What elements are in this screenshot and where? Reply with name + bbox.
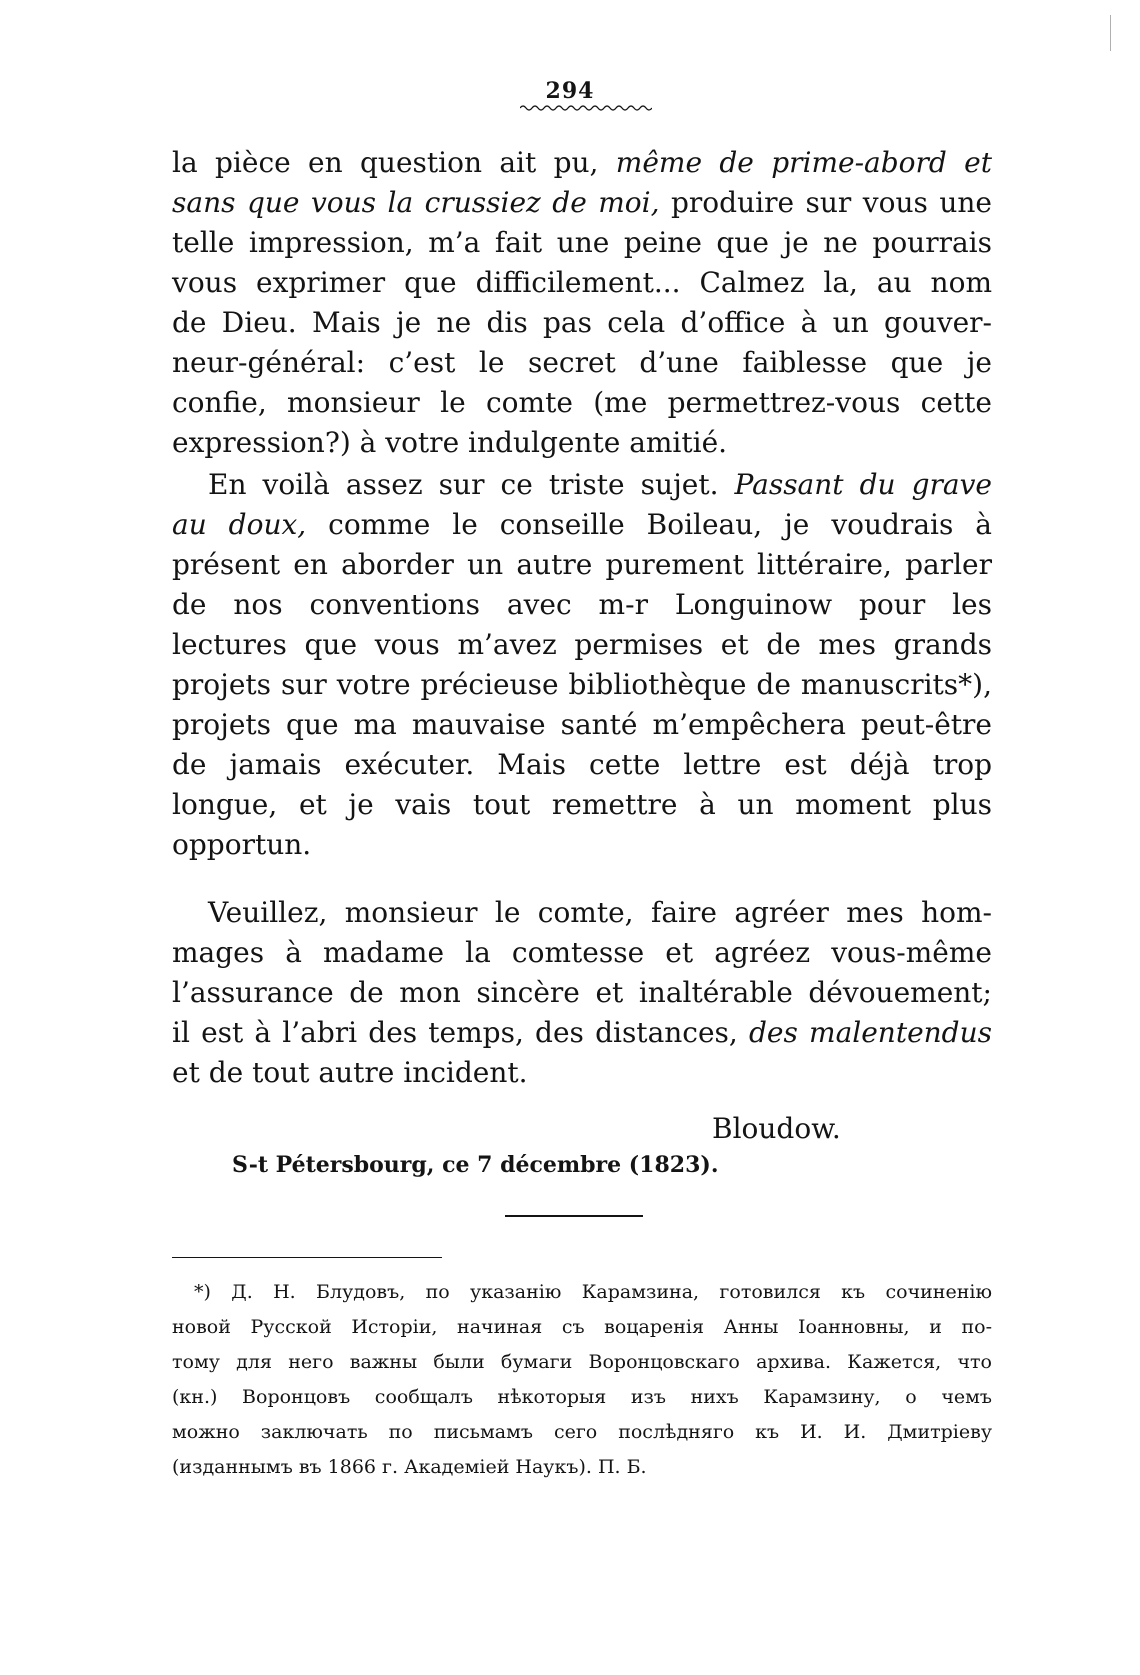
italic-phrase: sans que vous la crussiez de moi, xyxy=(172,186,660,219)
signature: Bloudow. xyxy=(712,1112,841,1145)
paragraph-2 xyxy=(172,465,992,865)
text-line: telle impression, m’a fait une peine que je ne pourrais xyxy=(172,226,992,259)
text-line: projets sur votre précieuse bibliothèque de manuscrits*), xyxy=(172,668,992,701)
page-edge-mark xyxy=(1110,15,1111,51)
footnote xyxy=(172,1275,992,1485)
italic-phrase: Passant du grave xyxy=(734,468,993,501)
footnote-line: тому для него важны были бумаги Воронцовскаго архива. Кажется, что xyxy=(172,1351,992,1373)
italic-phrase: même de prime-abord et xyxy=(615,146,993,179)
text-line: de nos conventions avec m-r Longuinow pour les xyxy=(172,588,992,621)
footnote-line: (изданнымъ въ 1866 г. Академіей Наукъ). П. Б. xyxy=(172,1456,647,1478)
date-line: S-t Pétersbourg, ce 7 décembre (1823). xyxy=(232,1152,719,1178)
italic-phrase: des malentendus xyxy=(748,1016,992,1049)
paragraph-1 xyxy=(172,143,992,463)
text-line: la pièce en question ait pu, même de prime-abord et xyxy=(172,146,993,179)
footnote-line: можно заключать по письмамъ сего послѣдняго къ И. И. Дмитріеву xyxy=(172,1421,992,1443)
paragraph-3 xyxy=(172,893,992,1093)
text-line: et de tout autre incident. xyxy=(172,1056,528,1089)
text-line: vous exprimer que difficilement... Calmez la, au nom xyxy=(172,266,992,299)
page-number-wavy-rule xyxy=(520,104,652,112)
footnote-line: (кн.) Воронцовъ сообщалъ нѣкоторыя изъ нихъ Карамзину, о чемъ xyxy=(172,1386,992,1408)
footnote-line: новой Русской Исторіи, начиная съ воцаренія Анны Іоанновны, и по- xyxy=(172,1316,992,1338)
text-line: En voilà assez sur ce triste sujet. Passant du grave xyxy=(208,468,993,501)
text-line: opportun. xyxy=(172,828,312,861)
text-line: neur-général: c’est le secret d’une faiblesse que je xyxy=(172,346,992,379)
footnote-rule xyxy=(172,1257,442,1258)
text-line: sans que vous la crussiez de moi, produire sur vous une xyxy=(172,186,992,219)
text-line: de jamais exécuter. Mais cette lettre est déjà trop xyxy=(172,748,992,781)
text-line: lectures que vous m’avez permises et de mes grands xyxy=(172,628,992,661)
text-line: Veuillez, monsieur le comte, faire agréer mes hom- xyxy=(208,896,992,929)
italic-phrase: au doux, xyxy=(172,508,307,541)
page-number: 294 xyxy=(545,78,595,104)
text-line: projets que ma mauvaise santé m’empêchera peut-être xyxy=(172,708,992,741)
footnote-line: *) Д. Н. Блудовъ, по указанію Карамзина, готовился къ сочиненію xyxy=(194,1281,992,1303)
text-line: mages à madame la comtesse et agréez vous-même xyxy=(172,936,992,969)
text-line: expression?) à votre indulgente amitié. xyxy=(172,426,728,459)
text-line: il est à l’abri des temps, des distances, des malentendus xyxy=(172,1016,992,1049)
text-line: de Dieu. Mais je ne dis pas cela d’office à un gouver- xyxy=(172,306,992,339)
text-line: confie, monsieur le comte (me permettrez-vous cette xyxy=(172,386,992,419)
closing-rule xyxy=(505,1215,643,1217)
text-line: présent en aborder un autre purement littéraire, parler xyxy=(172,548,992,581)
text-line: longue, et je vais tout remettre à un moment plus xyxy=(172,788,992,821)
text-line: au doux, comme le conseille Boileau, je voudrais à xyxy=(172,508,992,541)
text-line: l’assurance de mon sincère et inaltérable dévouement; xyxy=(172,976,992,1009)
